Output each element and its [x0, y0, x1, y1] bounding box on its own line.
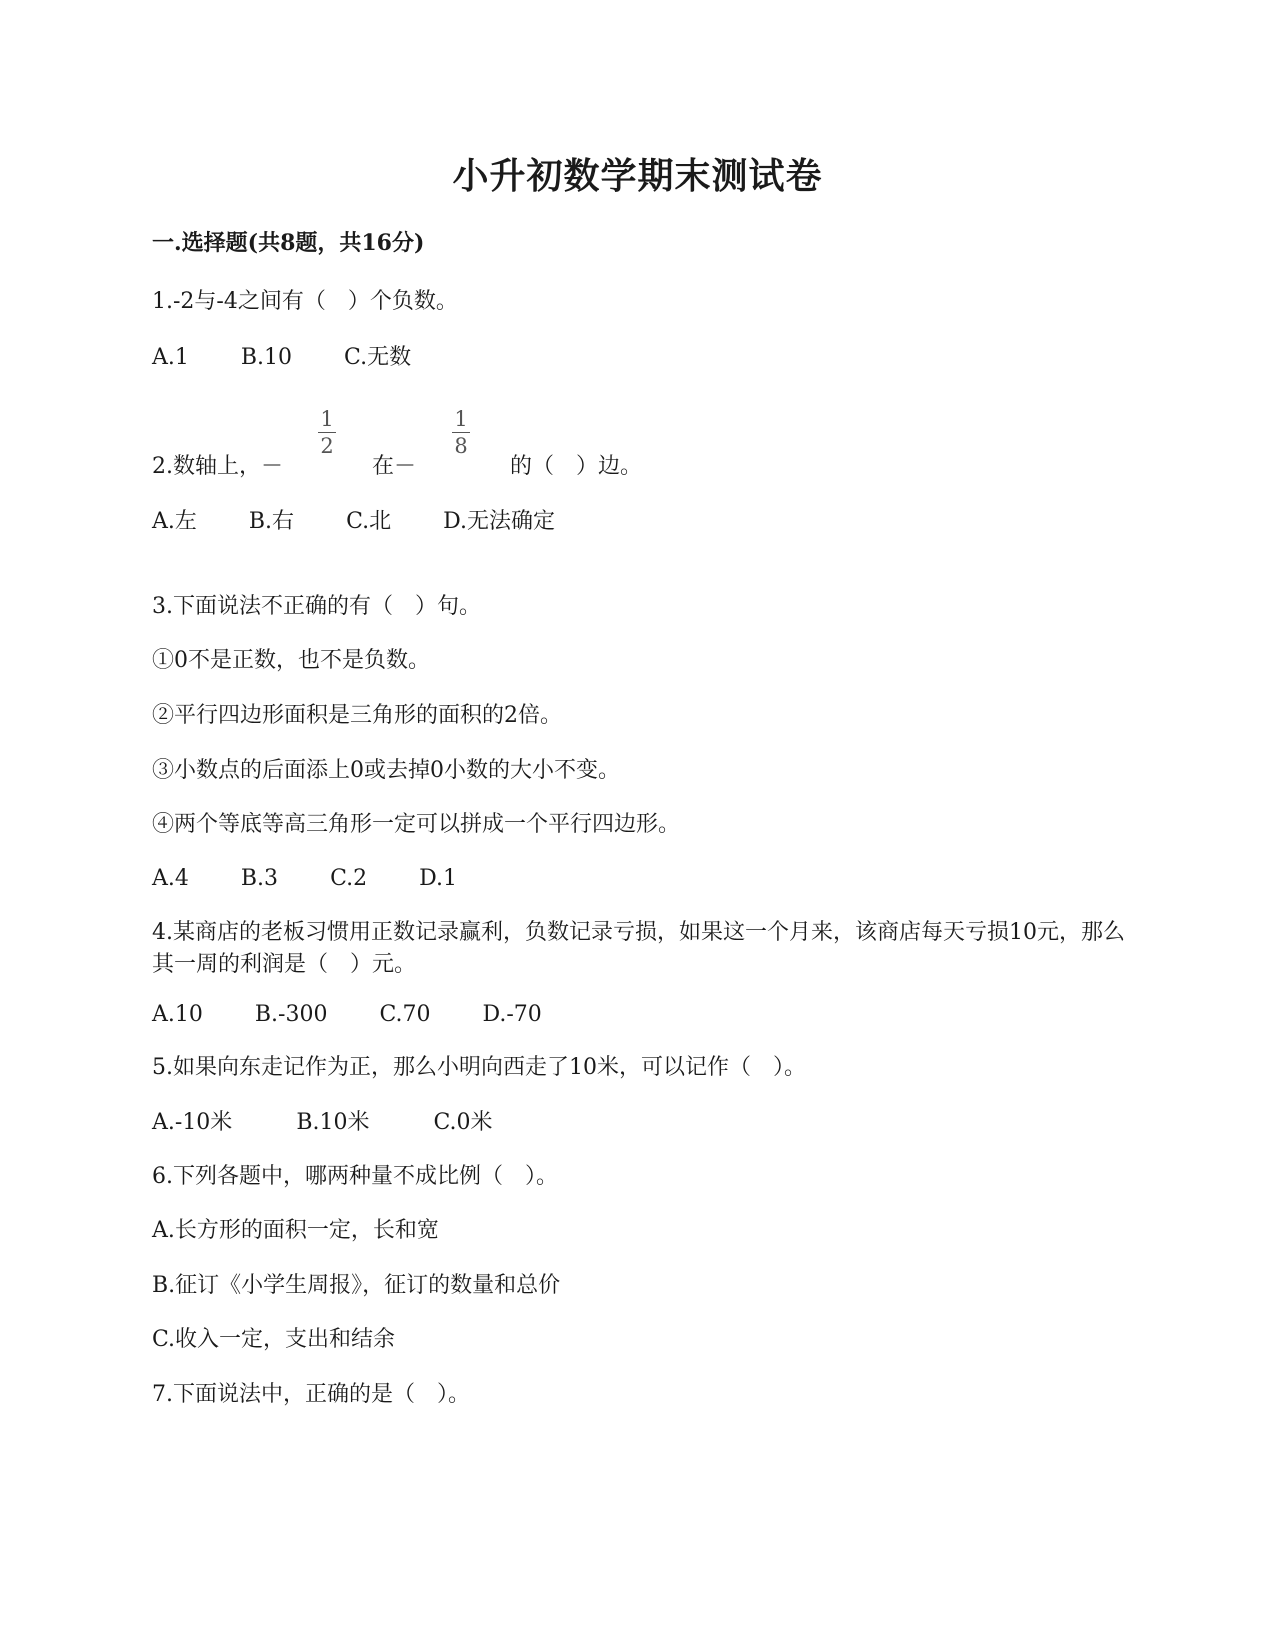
option-a: A.左: [152, 509, 197, 534]
option-a: A.4: [152, 866, 189, 891]
question-2-suffix: 的（ ）边。: [510, 454, 643, 479]
fraction-numerator: 1: [454, 407, 468, 431]
option-b: B.10: [240, 345, 293, 370]
option-b: B.10米: [296, 1110, 370, 1135]
question-3-statement-2: ②平行四边形面积是三角形的面积的2倍。: [152, 703, 562, 728]
option-b: B.3: [240, 866, 279, 891]
option-d: D.无法确定: [443, 509, 555, 534]
question-7-stem: 7.下面说法中，正确的是（ ）。: [152, 1382, 470, 1407]
option-d: D.1: [419, 866, 457, 891]
section-heading: 一.选择题(共8题，共16分): [152, 230, 425, 256]
question-4-options: [152, 1000, 542, 1030]
question-3-stem: 3.下面说法不正确的有（ ）句。: [152, 594, 481, 619]
option-c: C.0米: [433, 1110, 493, 1135]
option-c: C.北: [346, 509, 392, 534]
question-6-option-c: C.收入一定，支出和结余: [152, 1327, 396, 1352]
question-2-options: [152, 507, 555, 537]
question-2-middle: 在－: [372, 454, 417, 479]
question-3-statement-3: ③小数点的后面添上0或去掉0小数的大小不变。: [152, 758, 620, 783]
question-6-stem: 6.下列各题中，哪两种量不成比例（ ）。: [152, 1164, 558, 1189]
question-3-options: [152, 864, 457, 894]
option-b: B.右: [248, 509, 295, 534]
question-1-options: [152, 343, 411, 373]
fraction-denominator: 2: [320, 434, 334, 458]
option-a: A.1: [152, 345, 189, 370]
fraction-one-eighth: [452, 408, 470, 457]
fraction-one-half: [318, 408, 336, 457]
option-a: A.-10米: [152, 1110, 233, 1135]
option-d: D.-70: [482, 1002, 542, 1027]
fraction-bar: [452, 432, 470, 433]
fraction-bar: [318, 432, 336, 433]
question-3-statement-1: ①0不是正数，也不是负数。: [152, 648, 430, 673]
question-6-option-b: B.征订《小学生周报》，征订的数量和总价: [152, 1273, 561, 1298]
question-2-prefix: 2.数轴上，－: [152, 454, 283, 479]
option-b: B.-300: [254, 1002, 328, 1027]
question-4-stem: 4.某商店的老板习惯用正数记录赢利，负数记录亏损，如果这一个月来，该商店每天亏损10元，那么其一周的利润是（ ）元。: [152, 920, 1125, 977]
fraction-numerator: 1: [320, 407, 334, 431]
option-a: A.10: [152, 1002, 203, 1027]
option-c: C.2: [330, 866, 368, 891]
question-3-statement-4: ④两个等底等高三角形一定可以拼成一个平行四边形。: [152, 812, 681, 837]
question-5-stem: 5.如果向东走记作为正，那么小明向西走了10米，可以记作（ ）。: [152, 1055, 806, 1080]
page-title: 小升初数学期末测试卷: [452, 155, 823, 197]
question-5-options: [152, 1108, 493, 1138]
option-c: C.70: [379, 1002, 431, 1027]
option-c: C.无数: [344, 345, 412, 370]
question-6-option-a: A.长方形的面积一定，长和宽: [152, 1218, 439, 1243]
question-1-stem: 1.-2与-4之间有（ ）个负数。: [152, 289, 458, 314]
fraction-denominator: 8: [454, 434, 468, 458]
